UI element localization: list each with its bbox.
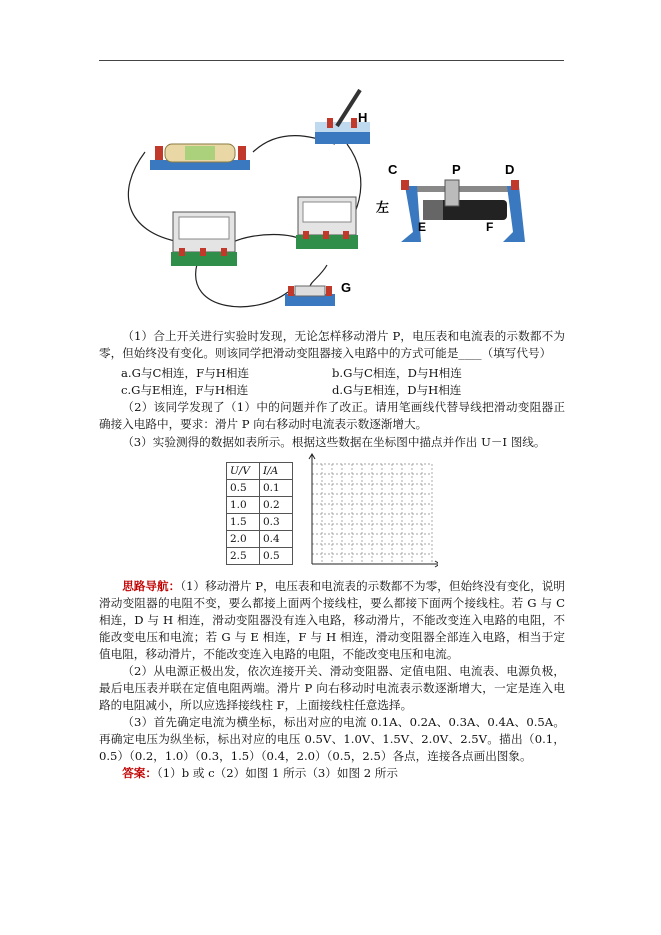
answer-text: （1）b 或 c（2）如图 1 所示（3）如图 2 所示 (156, 766, 398, 780)
question-2 (99, 399, 565, 433)
battery (150, 144, 250, 170)
option-c: c.G与E相连，F与H相连 (121, 383, 249, 397)
analysis-paragraph-2: （2）从电源正极出发，依次连接开关、滑动变阻器、定值电阻、电流表、电源负极，最后电压表并联在定值电阻两端。滑片 P 向右移动时电流表示数逐渐增大，一定是连入电路的电阻减小，所以应选择接线柱 F，上面接线柱任意选择。 (99, 664, 565, 712)
fixed-resistor (285, 286, 335, 306)
table-cell: 0.5 (227, 480, 260, 497)
table-header-row (227, 463, 293, 480)
table-row (227, 514, 293, 531)
analysis-paragraph-1 (99, 578, 565, 663)
ammeter (171, 212, 237, 266)
table-cell: 0.2 (260, 497, 293, 514)
table-header-U: U/V (227, 463, 260, 480)
analysis-paragraph-3: （3）首先确定电流为横坐标，标出对应的电流 0.1A、0.2A、0.3A、0.4A、0.5A。再确定电压为纵坐标，标出对应的电压 0.5V、1.0V、1.5V、2.0V、2.5V。描出（0.1，0.5）（0.2，1.0）（0.3，1.5）（0.4，2.0）（0.5，2.5）各点，连接各点画出图象。 (99, 715, 565, 763)
label-G: G (341, 280, 352, 295)
header-rule (99, 60, 564, 61)
label-F: F (486, 220, 494, 234)
label-E: E (418, 220, 427, 234)
label-H: H (358, 110, 368, 125)
circuit-figure (105, 82, 560, 324)
table-row (227, 548, 293, 565)
table-cell: 0.5 (260, 548, 293, 565)
table-row (227, 497, 293, 514)
label-C: C (388, 162, 398, 177)
empty-coordinate-grid (298, 452, 438, 572)
table-cell: 0.1 (260, 480, 293, 497)
question-2-text: （2）该同学发现了（1）中的问题并作了改正。请用笔画线代替导线把滑动变阻器正确接入电路中，要求：滑片 P 向右移动时电流表示数逐渐增大。 (99, 400, 565, 431)
answer-paragraph (99, 765, 565, 782)
analysis-p1: （1）移动滑片 P，电压表和电流表的示数都不为零，但始终没有变化，说明滑动变阻器的电阻不变，要么都接上面两个接线柱，要么都接下面两个接线柱。若 G 与 C 相连，D 与 H 相连，滑动变阻器没有连入电路，移动滑片，不能改变连入电路的电阻，不能改变电压和电流；若 G 与 E 相连，F 与 H 相连，滑动变阻器全部连入电路，相当于定值电阻，移动滑片，不能改变连入电路的电阻，不能改变电压和电流。 (99, 579, 565, 661)
table-header-I: I/A (260, 463, 293, 480)
question-1 (99, 328, 565, 362)
question-3 (99, 434, 565, 451)
label-left: 左 (376, 201, 390, 216)
table-cell: 0.3 (260, 514, 293, 531)
answer-title: 答案： (122, 766, 157, 780)
table-cell: 2.0 (227, 531, 260, 548)
question-3-text: （3）实验测得的数据如表所示。根据这些数据在坐标图中描点并作出 U－I 图线。 (122, 435, 546, 449)
analysis-title: 思路导航： (122, 579, 181, 593)
table-row (227, 480, 293, 497)
data-table (226, 462, 293, 565)
option-a: a.G与C相连，F与H相连 (121, 366, 250, 380)
table-cell: 0.4 (260, 531, 293, 548)
label-D: D (505, 162, 515, 177)
option-b: b.G与C相连，D与H相连 (332, 366, 462, 380)
voltmeter (296, 197, 358, 249)
table-cell: 1.5 (227, 514, 260, 531)
option-d: d.G与E相连，D与H相连 (332, 383, 462, 397)
table-row (227, 531, 293, 548)
table-cell: 2.5 (227, 548, 260, 565)
analysis-section (99, 578, 565, 782)
label-P: P (452, 162, 461, 177)
grid-axes (309, 454, 438, 567)
question-1-text: （1）合上开关进行实验时发现，无论怎样移动滑片 P，电压表和电流表的示数都不为零，但始终没有变化。则该同学把滑动变阻器接入电路中的方式可能是____（填写代号） (99, 329, 565, 360)
table-cell: 1.0 (227, 497, 260, 514)
